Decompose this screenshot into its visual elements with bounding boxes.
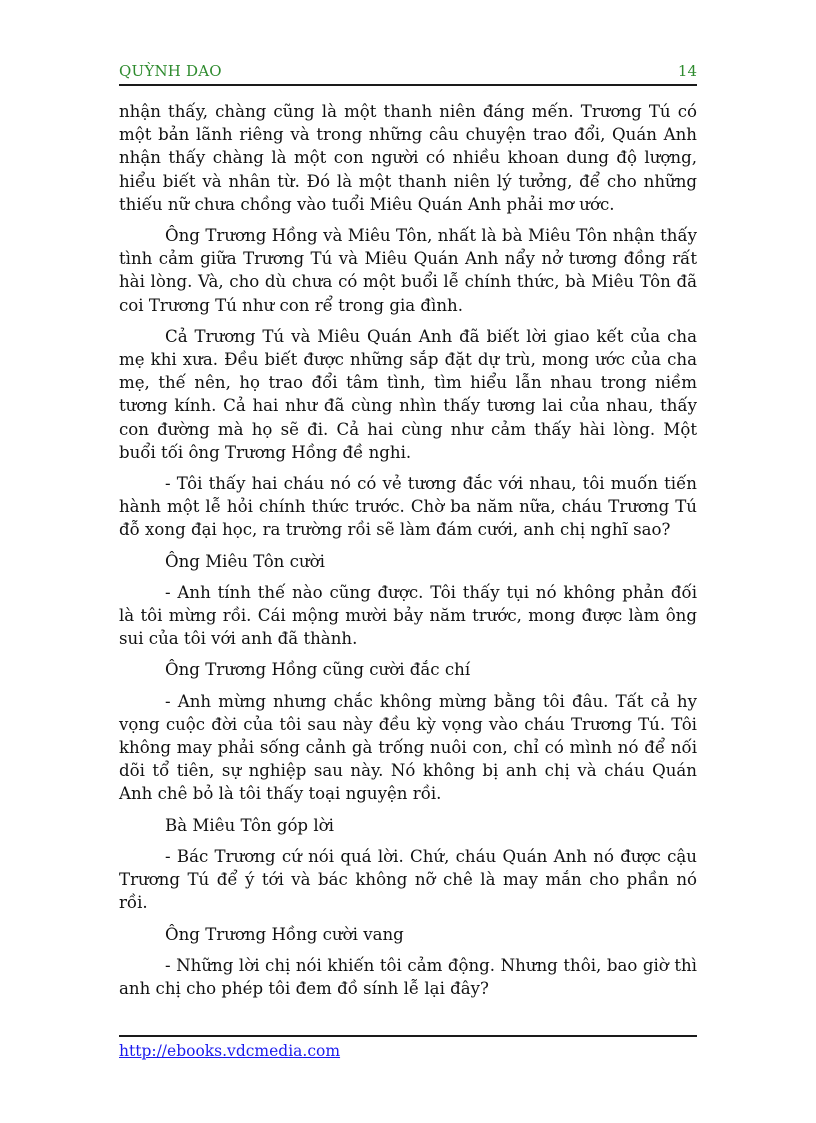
page-header [119, 60, 697, 86]
paragraph: nhận thấy, chàng cũng là một thanh niên đáng mến. Trương Tú có một bản lãnh riêng và trong những câu chuyện trao đổi, Quán Anh nhận thấy chàng là một con người có nhiều khoan dung độ lượng, hiểu biết và nhân từ. Đó là một thanh niên lý tưởng, để cho những thiếu nữ chưa chồng vào tuổi Miêu Quán Anh phải mơ ước. [119, 102, 697, 214]
paragraph: Ông Trương Hồng và Miêu Tôn, nhất là bà Miêu Tôn nhận thấy tình cảm giữa Trương Tú và Miêu Quán Anh nẩy nở tương đồng rất hài lòng. Và, cho dù chưa có một buổi lễ chính thức, bà Miêu Tôn đã coi Trương Tú như con rể trong gia đình. [119, 226, 697, 315]
paragraph: - Bác Trương cứ nói quá lời. Chứ, cháu Quán Anh nó được cậu Trương Tú để ý tới và bác không nỡ chê là may mắn cho phần nó rồi. [119, 846, 697, 913]
paragraph: Bà Miêu Tôn góp lời [165, 815, 334, 835]
paragraph: - Anh mừng nhưng chắc không mừng bằng tôi đâu. Tất cả hy vọng cuộc đời của tôi sau này đều kỳ vọng vào cháu Trương Tú. Tôi không may phải sống cảnh gà trống nuôi con, chỉ có mình nó để nối dõi tổ tiên, sự nghiệp sau này. Nó không bị anh chị và cháu Quán Anh chê bỏ là tôi thấy toại nguyện rồi. [119, 691, 697, 804]
book-author-title: QUỲNH DAO [119, 62, 222, 80]
paragraph: Cả Trương Tú và Miêu Quán Anh đã biết lời giao kết của cha mẹ khi xưa. Đều biết được những sắp đặt dự trù, mong ước của cha mẹ, thế nên, họ trao đổi tâm tình, tìm hiểu lẫn nhau trong niềm tương kính. Cả hai như đã cùng nhìn thấy tương lai của nhau, thấy con đường mà họ sẽ đi. Cả hai cùng như cảm thấy hài lòng. Một buổi tối ông Trương Hồng đề nghi. [119, 326, 697, 462]
page-number: 14 [677, 62, 697, 80]
page-body [119, 100, 697, 1008]
paragraph: - Anh tính thế nào cũng được. Tôi thấy tụi nó không phản đối là tôi mừng rồi. Cái mộng mười bảy năm trước, mong được làm ông sui của tôi với anh đã thành. [119, 582, 697, 649]
paragraph: Ông Trương Hồng cũng cười đắc chí [165, 660, 471, 680]
paragraph: - Tôi thấy hai cháu nó có vẻ tương đắc với nhau, tôi muốn tiến hành một lễ hỏi chính thức trước. Chờ ba năm nữa, cháu Trương Tú đỗ xong đại học, ra trường rồi sẽ làm đám cưới, anh chị nghĩ sao? [119, 474, 697, 540]
paragraph: Ông Miêu Tôn cười [165, 551, 325, 571]
footer-divider [119, 1035, 697, 1037]
paragraph: Ông Trương Hồng cười vang [165, 924, 404, 944]
paragraph: - Những lời chị nói khiến tôi cảm động. Nhưng thôi, bao giờ thì anh chị cho phép tôi đem đồ sính lễ lại đây? [119, 955, 697, 998]
footer-website-link[interactable]: http://ebooks.vdcmedia.com [119, 1042, 341, 1060]
